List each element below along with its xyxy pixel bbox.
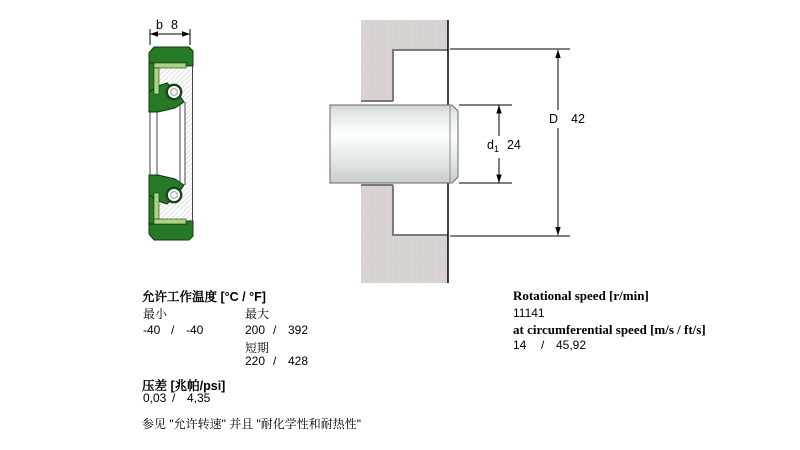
pressure-values xyxy=(143,391,210,405)
dimension-d1-prefix: d xyxy=(487,138,494,152)
dimension-b-prefix: b xyxy=(156,18,163,32)
temperature-min-label: 最小 xyxy=(143,307,168,321)
speed-ms: 14 xyxy=(513,338,527,352)
pressure-title: 压差 [兆帕/psi] xyxy=(142,379,226,393)
temperature-max-f: 392 xyxy=(288,323,309,337)
circumferential-speed-value xyxy=(513,338,586,352)
dimension-D-prefix: D xyxy=(549,112,559,126)
rotational-speed-title: Rotational speed [r/min] xyxy=(513,288,649,303)
housing-shaft-drawing xyxy=(330,20,570,283)
slash: / xyxy=(273,354,277,368)
temperature-title: 允许工作温度 [°C / °F] xyxy=(142,290,266,304)
temperature-min-f: -40 xyxy=(186,323,204,337)
dimension-label-D xyxy=(549,112,585,126)
circumferential-speed-title: at circumferential speed [m/s / ft/s] xyxy=(513,322,706,337)
dimension-label-d1 xyxy=(487,138,521,154)
temperature-min-values xyxy=(143,323,203,337)
temperature-max-c: 200 xyxy=(245,323,266,337)
temperature-short-f: 428 xyxy=(288,354,309,368)
slash: / xyxy=(172,391,176,405)
speed-section xyxy=(513,285,773,355)
slash: / xyxy=(171,323,175,337)
dimension-D-value: 42 xyxy=(571,112,585,126)
footnote: 参见 "允许转速" 并且 "耐化学性和耐热性" xyxy=(142,417,362,431)
dimension-d1-value: 24 xyxy=(506,138,521,152)
shaft xyxy=(330,105,458,183)
temperature-short-term-values xyxy=(245,354,308,368)
temperature-max-values xyxy=(245,323,308,337)
slash: / xyxy=(273,323,277,337)
rotational-speed-value: 11141 xyxy=(513,306,545,320)
garter-spring-top-icon xyxy=(167,85,181,99)
speed-fts: 45,92 xyxy=(556,338,587,352)
garter-spring-bottom-icon xyxy=(167,188,181,202)
pressure-psi: 4,35 xyxy=(187,391,211,405)
dimension-label-b xyxy=(156,18,178,32)
temperature-max-label: 最大 xyxy=(245,307,270,321)
temperature-min-c: -40 xyxy=(143,323,161,337)
dimension-b-value: 8 xyxy=(170,18,178,32)
temperature-short-c: 220 xyxy=(245,354,266,368)
pressure-mpa: 0,03 xyxy=(143,391,167,405)
temperature-section xyxy=(142,284,392,374)
seal-cross-section-drawing xyxy=(149,29,193,240)
slash: / xyxy=(541,338,545,352)
pressure-section xyxy=(142,374,392,410)
dimension-d1-subscript: 1 xyxy=(493,144,499,154)
temperature-short-term-label: 短期 xyxy=(245,341,270,355)
